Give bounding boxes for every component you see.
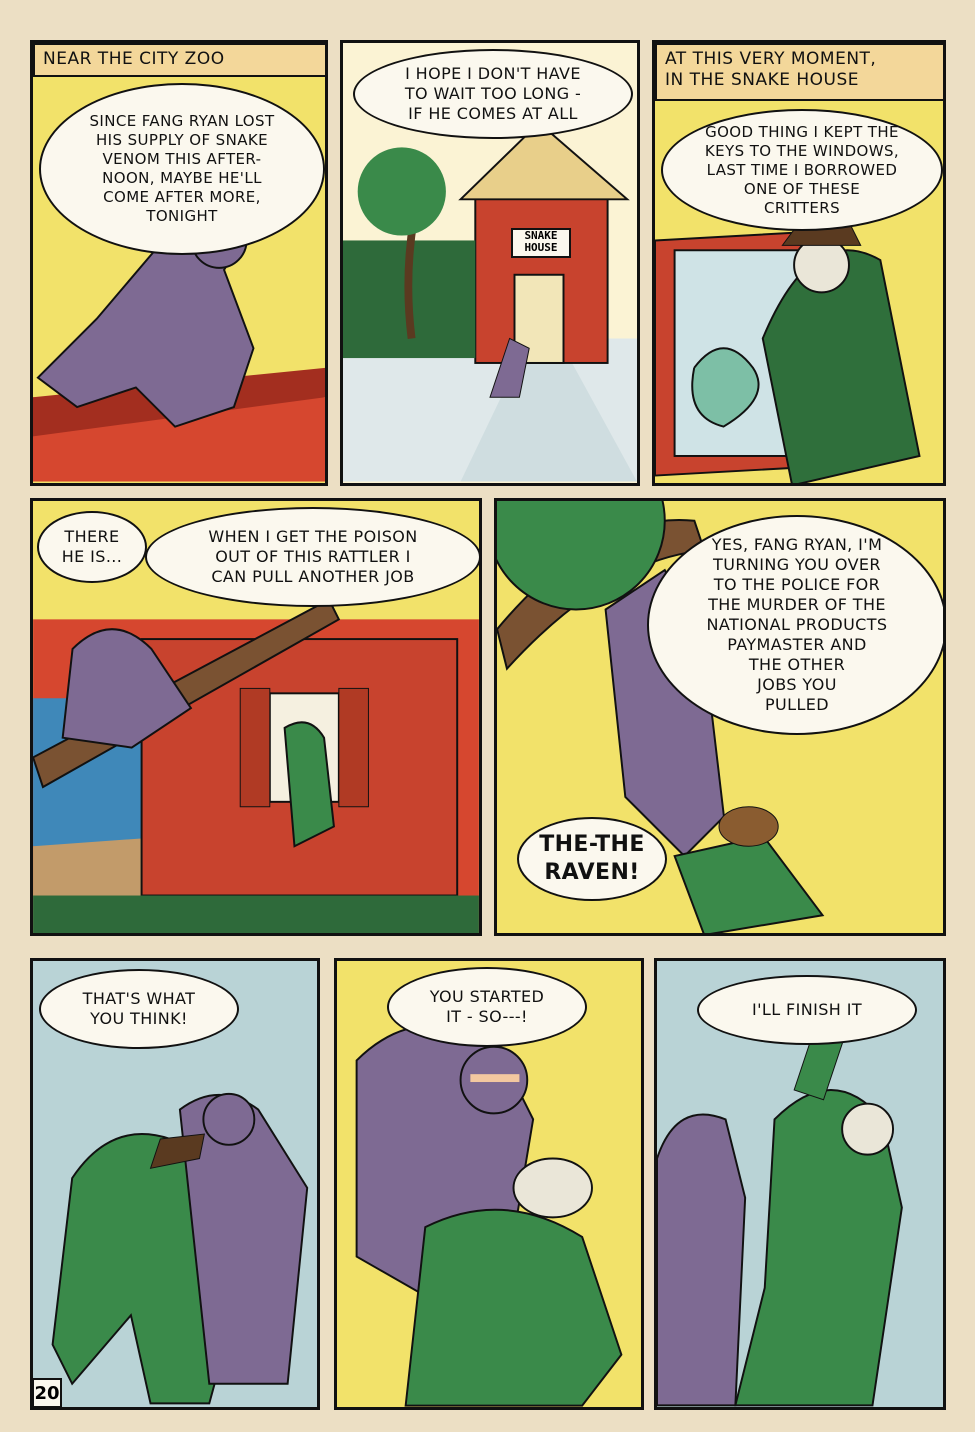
speech-balloon: YES, FANG RYAN, I'M TURNING YOU OVER TO THE POLICE FOR THE MURDER OF THE NATIONAL PRODUCTS PAYMASTER AND THE OTHER JOBS YOU PULLED xyxy=(647,515,946,735)
speech-balloon: GOOD THING I KEPT THE KEYS TO THE WINDOWS, LAST TIME I BORROWED ONE OF THESE CRITTERS xyxy=(661,109,943,231)
snake-house-sign: SNAKE HOUSE xyxy=(511,228,571,258)
panel-1 xyxy=(30,40,328,486)
speech-balloon: I HOPE I DON'T HAVE TO WAIT TOO LONG - IF HE COMES AT ALL xyxy=(353,49,633,139)
panel-4 xyxy=(30,498,482,936)
caption-box: NEAR THE CITY ZOO xyxy=(33,43,328,77)
panel-7 xyxy=(334,958,644,1410)
panel-5 xyxy=(494,498,946,936)
caption-box: AT THIS VERY MOMENT, IN THE SNAKE HOUSE xyxy=(655,43,946,101)
panel-6 xyxy=(30,958,320,1410)
speech-balloon: THAT'S WHAT YOU THINK! xyxy=(39,969,239,1049)
page-number: 20 xyxy=(32,1378,62,1408)
speech-balloon: THE-THE RAVEN! xyxy=(517,817,667,901)
speech-balloon: THERE HE IS... xyxy=(37,511,147,583)
panel-3 xyxy=(652,40,946,486)
panel-8 xyxy=(654,958,946,1410)
speech-balloon: WHEN I GET THE POISON OUT OF THIS RATTLER I CAN PULL ANOTHER JOB xyxy=(145,507,481,607)
speech-balloon: I'LL FINISH IT xyxy=(697,975,917,1045)
speech-balloon: YOU STARTED IT - SO---! xyxy=(387,967,587,1047)
panel-2 xyxy=(340,40,640,486)
speech-balloon: SINCE FANG RYAN LOST HIS SUPPLY OF SNAKE VENOM THIS AFTER- NOON, MAYBE HE'LL COME AFTER MORE, TONIGHT xyxy=(39,83,325,255)
